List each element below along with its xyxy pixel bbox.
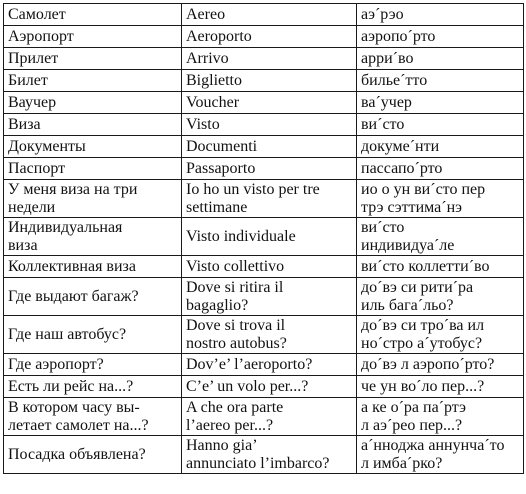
italian-phrase-cell: Voucher	[182, 92, 357, 114]
russian-phrase-cell: Виза	[4, 114, 182, 136]
pronunciation-cell: ви´сто коллетти´во	[357, 256, 524, 278]
italian-phrase-cell: A che ora parte l’aereo per...?	[182, 398, 357, 436]
pronunciation-cell: до´вэ си тро´ва ил но´стро а´утобус?	[357, 316, 524, 354]
table-row	[4, 376, 524, 398]
pronunciation-cell: а ке о´ра па´ртэ л аэ´рео пер...?	[357, 398, 524, 436]
pronunciation-cell: до´вэ л аэропо´рто?	[357, 354, 524, 376]
russian-phrase-cell: Где наш автобус?	[4, 316, 182, 354]
russian-phrase-cell: Где аэропорт?	[4, 354, 182, 376]
italian-phrase-cell: Arrivo	[182, 48, 357, 70]
italian-phrase-cell: Passaporto	[182, 158, 357, 180]
table-row	[4, 26, 524, 48]
table-row	[4, 218, 524, 256]
table-row	[4, 4, 524, 26]
russian-phrase-cell: Индивидуальная виза	[4, 218, 182, 256]
table-row	[4, 316, 524, 354]
pronunciation-cell: билье´тто	[357, 70, 524, 92]
pronunciation-cell: докуме´нти	[357, 136, 524, 158]
phrase-table-body	[4, 4, 524, 474]
table-row	[4, 398, 524, 436]
italian-phrase-cell: Hanno gia’ annunciato l’imbarco?	[182, 436, 357, 474]
table-row	[4, 92, 524, 114]
pronunciation-cell: че ун во´ло пер...?	[357, 376, 524, 398]
russian-phrase-cell: Где выдают багаж?	[4, 278, 182, 316]
italian-phrase-cell: Visto collettivo	[182, 256, 357, 278]
pronunciation-cell: аэ´рэо	[357, 4, 524, 26]
italian-phrase-cell: Dov’e’ l’aeroporto?	[182, 354, 357, 376]
pronunciation-cell: а´нноджа аннунча´то л имба´рко?	[357, 436, 524, 474]
italian-phrase-cell: Biglietto	[182, 70, 357, 92]
table-row	[4, 158, 524, 180]
italian-phrase-cell: Visto individuale	[182, 218, 357, 256]
table-row	[4, 180, 524, 218]
table-row	[4, 354, 524, 376]
russian-phrase-cell: У меня виза на три недели	[4, 180, 182, 218]
italian-phrase-cell: Aereo	[182, 4, 357, 26]
russian-phrase-cell: Самолет	[4, 4, 182, 26]
italian-phrase-cell: Dove si ritira il bagaglio?	[182, 278, 357, 316]
russian-phrase-cell: Паспорт	[4, 158, 182, 180]
table-row	[4, 436, 524, 474]
russian-phrase-cell: В котором часу вы- летает самолет на...?	[4, 398, 182, 436]
pronunciation-cell: пассапо´рто	[357, 158, 524, 180]
russian-phrase-cell: Билет	[4, 70, 182, 92]
italian-phrase-cell: Dove si trova il nostro autobus?	[182, 316, 357, 354]
table-row	[4, 278, 524, 316]
italian-phrase-cell: Io ho un visto per tre settimane	[182, 180, 357, 218]
italian-phrase-cell: Visto	[182, 114, 357, 136]
russian-phrase-cell: Посадка объявлена?	[4, 436, 182, 474]
russian-phrase-cell: Документы	[4, 136, 182, 158]
pronunciation-cell: аэропо´рто	[357, 26, 524, 48]
russian-phrase-cell: Прилет	[4, 48, 182, 70]
pronunciation-cell: до´вэ си рити´ра иль бага´льо?	[357, 278, 524, 316]
pronunciation-cell: ви´сто	[357, 114, 524, 136]
russian-phrase-cell: Аэропорт	[4, 26, 182, 48]
italian-phrase-cell: Documenti	[182, 136, 357, 158]
table-row	[4, 136, 524, 158]
pronunciation-cell: ва´учер	[357, 92, 524, 114]
russian-phrase-cell: Ваучер	[4, 92, 182, 114]
table-row	[4, 256, 524, 278]
italian-phrase-cell: C’e’ un volo per...?	[182, 376, 357, 398]
table-row	[4, 114, 524, 136]
table-row	[4, 48, 524, 70]
russian-phrase-cell: Есть ли рейс на...?	[4, 376, 182, 398]
italian-phrase-cell: Aeroporto	[182, 26, 357, 48]
pronunciation-cell: ви´сто индивидуа´ле	[357, 218, 524, 256]
russian-phrase-cell: Коллективная виза	[4, 256, 182, 278]
pronunciation-cell: арри´во	[357, 48, 524, 70]
pronunciation-cell: ио о ун ви´сто пер трэ сэттима´нэ	[357, 180, 524, 218]
table-row	[4, 70, 524, 92]
phrase-table	[3, 3, 524, 474]
